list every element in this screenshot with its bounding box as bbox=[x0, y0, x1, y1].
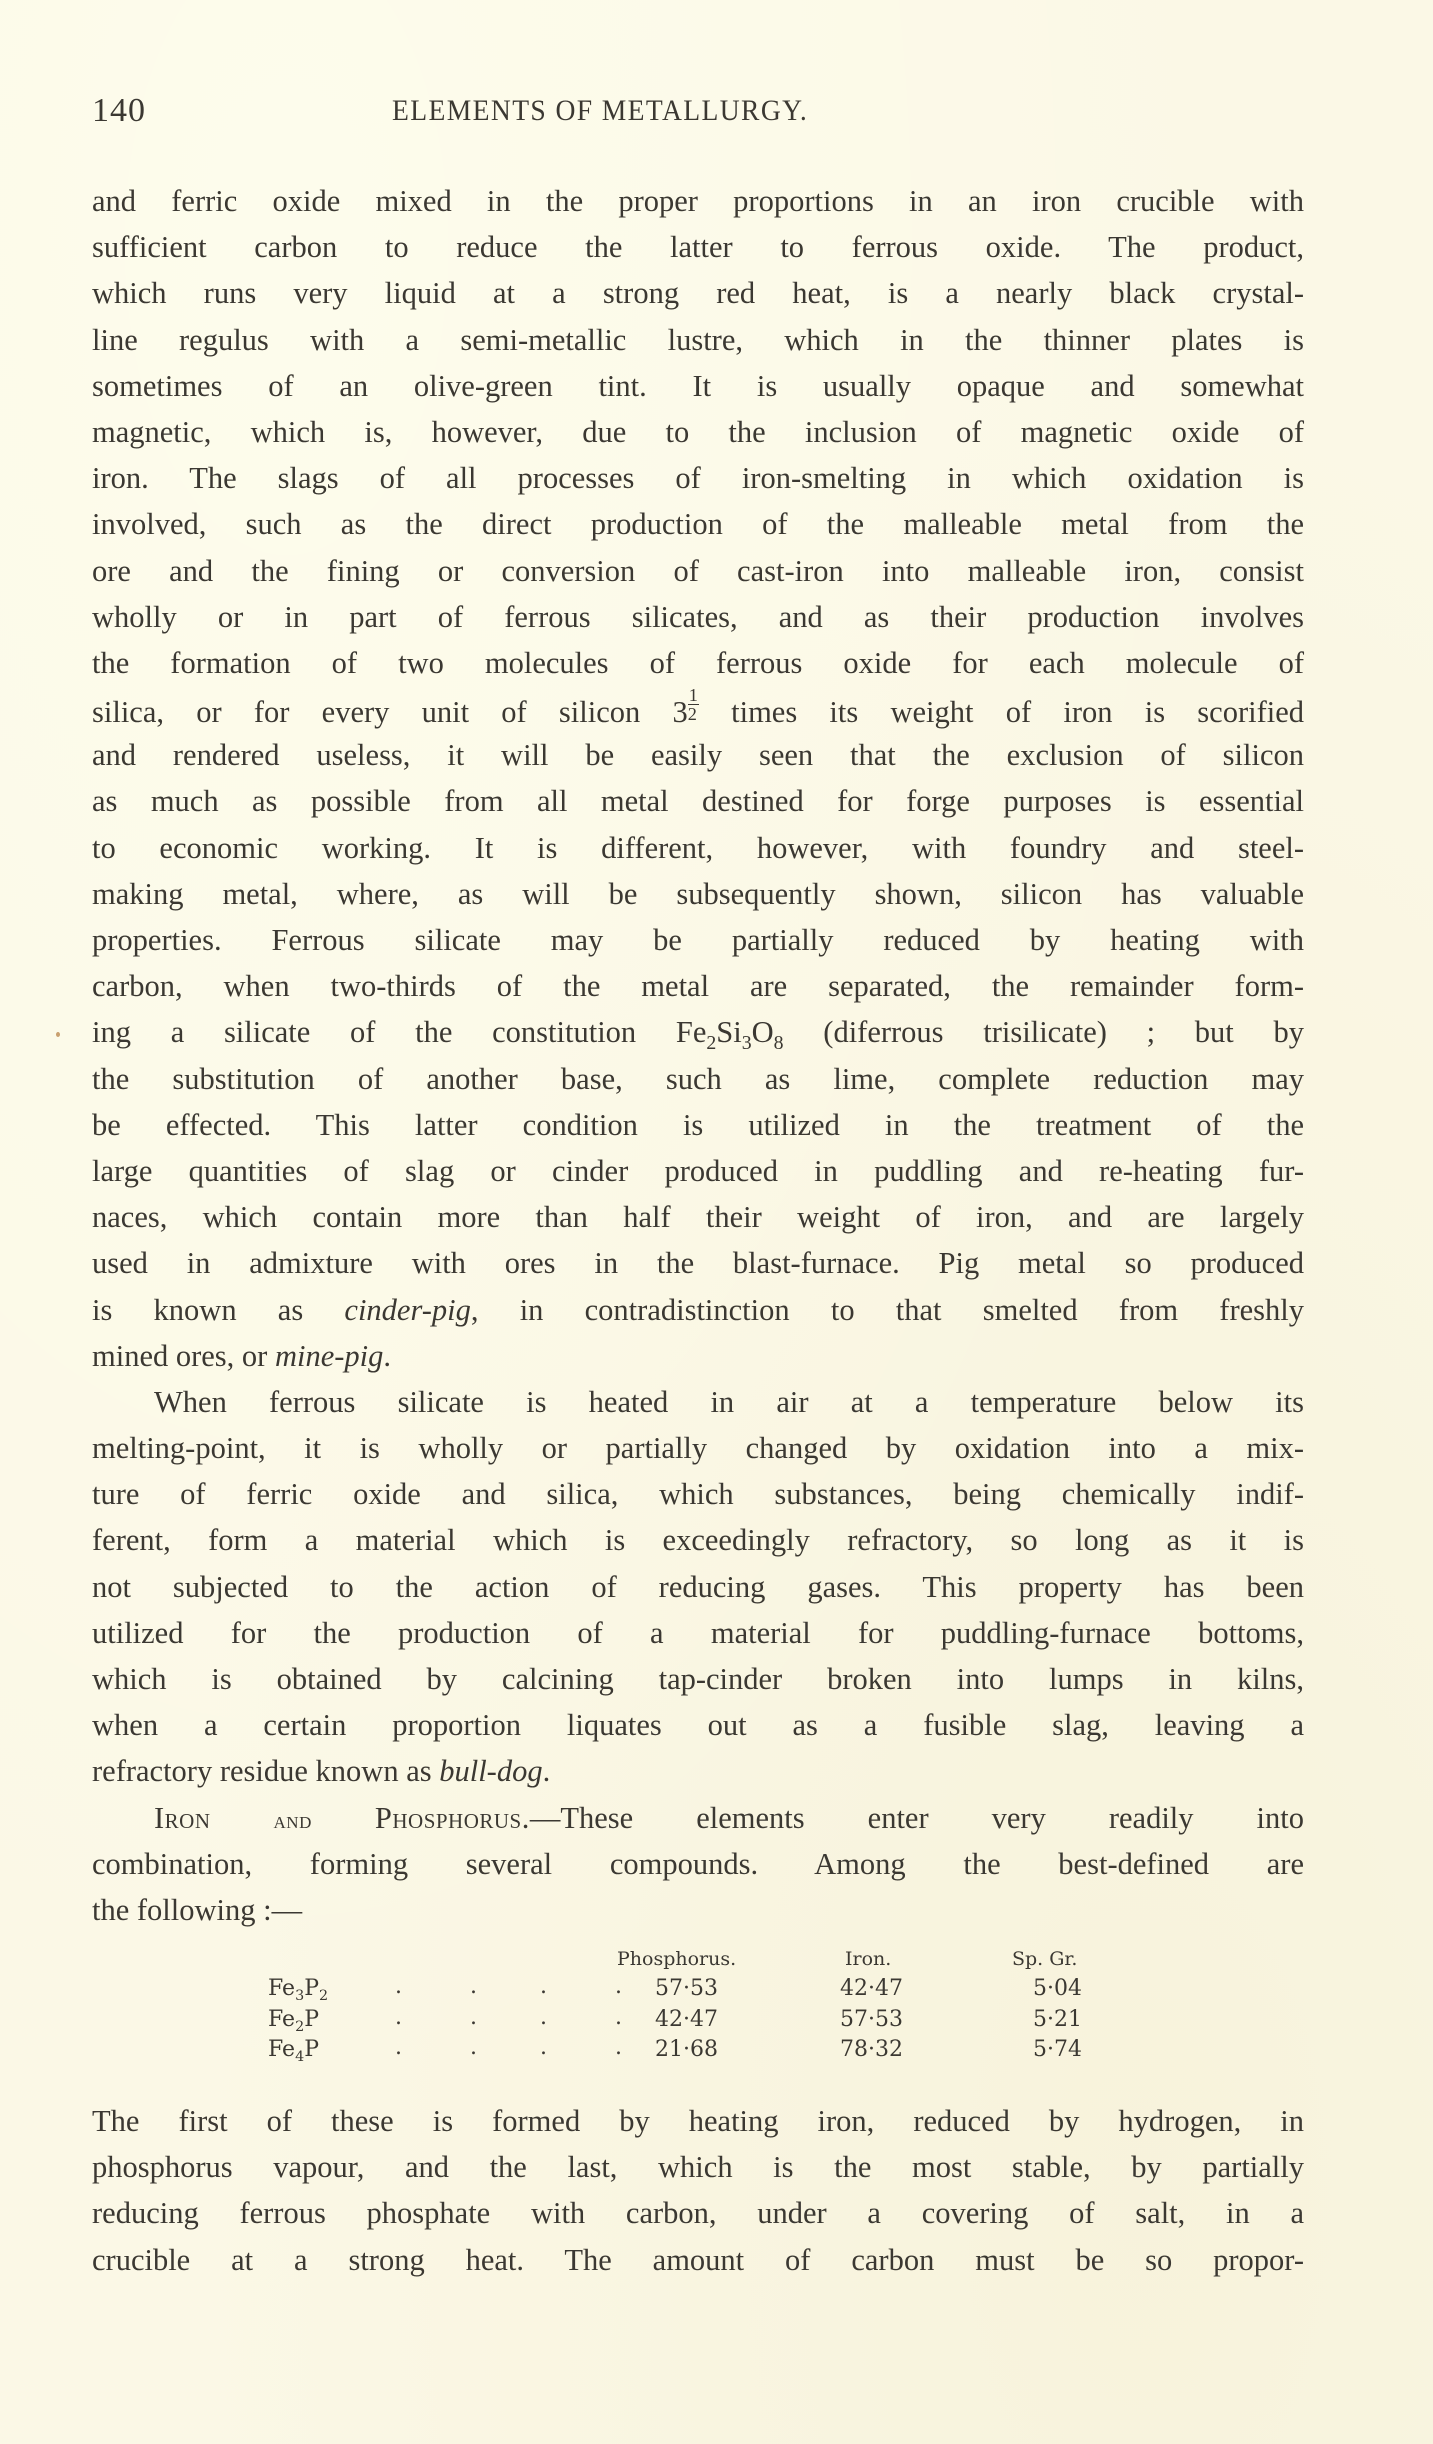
leader-dot: . bbox=[470, 2005, 477, 2030]
text-line: sometimes of an olive-green tint. It is usually opaque and somewhat bbox=[92, 368, 1304, 403]
text-line: naces, which contain more than half their weight of iron, and are largely bbox=[92, 1200, 1304, 1235]
column-header-sp-gr: Sp. Gr. bbox=[1012, 1948, 1078, 1970]
subscript: 4 bbox=[295, 2049, 305, 2065]
subscript: 3 bbox=[295, 1988, 305, 2004]
text-segment: is known as bbox=[92, 1292, 345, 1327]
text-line: combination, forming several compounds. Among the best-defined are bbox=[92, 1846, 1304, 1881]
text-line: ferent, form a material which is exceedingly refractory, so long as it is bbox=[92, 1523, 1304, 1558]
leader-dot: . bbox=[395, 2005, 402, 2030]
text-line: when a certain proportion liquates out as a fusible slag, leaving a bbox=[92, 1708, 1304, 1743]
text-line-formula bbox=[92, 1009, 1304, 1055]
formula-fe3p2 bbox=[268, 1976, 329, 2004]
leader-dot: . bbox=[395, 1974, 402, 1999]
text-line: to economic working. It is different, however, with foundry and steel- bbox=[92, 830, 1304, 865]
text-line: utilized for the production of a material for puddling-furnace bottoms, bbox=[92, 1615, 1304, 1650]
leader-dot: . bbox=[615, 2035, 622, 2060]
text-line: large quantities of slag or cinder produced in puddling and re-heating fur- bbox=[92, 1153, 1304, 1188]
text-line: not subjected to the action of reducing gases. This property has been bbox=[92, 1569, 1304, 1604]
subscript: 2 bbox=[295, 2019, 305, 2035]
text-line: wholly or in part of ferrous silicates, and as their production involves bbox=[92, 599, 1304, 634]
section-heading-phosphorus: Phosphorus. bbox=[374, 1800, 530, 1835]
paragraph-ferrous-silicate bbox=[92, 178, 1304, 1933]
text-line: ture of ferric oxide and silica, which substances, being chemically indif- bbox=[92, 1477, 1304, 1512]
subscript: 3 bbox=[741, 1032, 752, 1055]
term-mine-pig: mine-pig bbox=[274, 1338, 384, 1373]
text-line: making metal, where, as will be subsequently shown, silicon has valuable bbox=[92, 876, 1304, 911]
term-bull-dog: bull-dog bbox=[439, 1754, 543, 1789]
text-line: iron. The slags of all processes of iron-smelting in which oxidation is bbox=[92, 461, 1304, 496]
text-line: magnetic, which is, however, due to the inclusion of magnetic oxide of bbox=[92, 414, 1304, 449]
text-line: crucible at a strong heat. The amount of carbon must be so propor- bbox=[92, 2242, 1304, 2277]
text-line-mine-pig bbox=[92, 1333, 1304, 1379]
text-segment: . bbox=[542, 1754, 551, 1789]
subscript: 2 bbox=[319, 1988, 329, 2004]
section-heading-and: and bbox=[273, 1806, 312, 1834]
text-line-cinder-pig bbox=[92, 1287, 1304, 1333]
text-line: reducing ferrous phosphate with carbon, under a covering of salt, in a bbox=[92, 2196, 1304, 2231]
formula-fe2p bbox=[268, 2007, 320, 2035]
section-heading-line bbox=[92, 1795, 1304, 1841]
text-segment: (diferrous trisilicate) ; but by bbox=[783, 1015, 1305, 1050]
text-line-fraction bbox=[92, 686, 1304, 732]
fraction-one-half bbox=[688, 686, 699, 724]
text-line: carbon, when two-thirds of the metal are separated, the remainder form- bbox=[92, 969, 1304, 1004]
cell-sp-gr: 5·21 bbox=[1033, 2007, 1082, 2032]
subscript: 8 bbox=[773, 1032, 784, 1055]
subscript: 2 bbox=[706, 1032, 717, 1055]
text-segment: —These elements enter very readily into bbox=[529, 1800, 1305, 1835]
term-cinder-pig: cinder-pig bbox=[344, 1292, 471, 1327]
table-row bbox=[262, 2007, 1122, 2038]
text-line: the substitution of another base, such as lime, complete reduction may bbox=[92, 1061, 1304, 1096]
leader-dot: . bbox=[470, 2035, 477, 2060]
text-segment: Fe bbox=[268, 2007, 296, 2032]
text-line: which is obtained by calcining tap-cinder broken into lumps in kilns, bbox=[92, 1662, 1304, 1696]
margin-speck bbox=[56, 1032, 60, 1037]
text-segment: P bbox=[304, 2007, 320, 2032]
cell-iron: 57·53 bbox=[840, 2007, 903, 2032]
iron-phosphide-table bbox=[262, 1948, 1122, 2078]
text-line: the following :— bbox=[92, 1892, 303, 1927]
section-heading-iron: Iron bbox=[154, 1800, 211, 1835]
text-line: which runs very liquid at a strong red heat, is a nearly black crystal- bbox=[92, 276, 1304, 311]
text-line: be effected. This latter condition is utilized in the treatment of the bbox=[92, 1107, 1304, 1142]
leader-dot: . bbox=[395, 2035, 402, 2060]
text-line: line regulus with a semi-metallic lustre, which in the thinner plates is bbox=[92, 322, 1304, 357]
running-title: ELEMENTS OF METALLURGY. bbox=[392, 94, 809, 127]
leader-dot: . bbox=[470, 1974, 477, 1999]
text-segment: refractory residue known as bbox=[92, 1754, 440, 1789]
table-row bbox=[262, 2037, 1122, 2068]
text-segment: ing a silicate of the constitution Fe bbox=[92, 1015, 707, 1050]
cell-sp-gr: 5·74 bbox=[1033, 2037, 1082, 2062]
cell-phosphorus: 42·47 bbox=[655, 2007, 718, 2032]
text-line: melting-point, it is wholly or partially changed by oxidation into a mix- bbox=[92, 1431, 1304, 1466]
text-segment: silica, or for every unit of silicon 3 bbox=[92, 695, 688, 730]
leader-dot: . bbox=[615, 1974, 622, 1999]
text-segment: P bbox=[304, 1976, 320, 2001]
fraction-numerator: 1 bbox=[688, 685, 698, 706]
running-head bbox=[92, 92, 1302, 142]
table-row bbox=[262, 1976, 1122, 2007]
text-segment: P bbox=[304, 2037, 320, 2062]
cell-phosphorus: 57·53 bbox=[655, 1976, 718, 2001]
text-line: involved, such as the direct production of the malleable metal from the bbox=[92, 507, 1304, 542]
column-header-iron: Iron. bbox=[845, 1948, 892, 1970]
leader-dot: . bbox=[540, 2005, 547, 2030]
leader-dot: . bbox=[540, 1974, 547, 1999]
text-line-bull-dog bbox=[92, 1748, 1304, 1794]
column-header-phosphorus: Phosphorus. bbox=[617, 1948, 737, 1970]
text-line: and ferric oxide mixed in the proper proportions in an iron crucible with bbox=[92, 184, 1304, 218]
text-segment: , in contradistinction to that smelted from freshly bbox=[470, 1292, 1304, 1327]
leader-dot: . bbox=[540, 2035, 547, 2060]
page-number: 140 bbox=[92, 92, 146, 129]
text-line: When ferrous silicate is heated in air at a temperature below its bbox=[154, 1384, 1304, 1419]
text-segment: Fe bbox=[268, 2037, 296, 2062]
text-line: phosphorus vapour, and the last, which is the most stable, by partially bbox=[92, 2150, 1304, 2185]
paragraph-phosphide-formation bbox=[92, 2098, 1304, 2283]
text-segment: Si bbox=[716, 1015, 742, 1050]
text-line: The first of these is formed by heating iron, reduced by hydrogen, in bbox=[92, 2104, 1304, 2138]
text-line: sufficient carbon to reduce the latter to ferrous oxide. The product, bbox=[92, 230, 1304, 265]
text-line: and rendered useless, it will be easily seen that the exclusion of silicon bbox=[92, 738, 1304, 773]
text-line: properties. Ferrous silicate may be partially reduced by heating with bbox=[92, 923, 1304, 957]
text-segment: Fe bbox=[268, 1976, 296, 2001]
text-line: ore and the fining or conversion of cast-iron into malleable iron, consist bbox=[92, 553, 1304, 588]
cell-sp-gr: 5·04 bbox=[1033, 1976, 1082, 2001]
text-segment: times its weight of iron is scorified bbox=[698, 695, 1304, 730]
cell-iron: 42·47 bbox=[840, 1976, 903, 2001]
text-line: used in admixture with ores in the blast-furnace. Pig metal so produced bbox=[92, 1246, 1304, 1281]
formula-fe4p bbox=[268, 2037, 320, 2065]
fraction-denominator: 2 bbox=[687, 704, 697, 725]
text-line: as much as possible from all metal destined for forge purposes is essential bbox=[92, 784, 1304, 819]
text-line: the formation of two molecules of ferrous oxide for each molecule of bbox=[92, 645, 1304, 680]
text-segment: O bbox=[751, 1015, 774, 1050]
text-segment: mined ores, or bbox=[92, 1338, 275, 1373]
text-segment: . bbox=[383, 1338, 392, 1373]
cell-phosphorus: 21·68 bbox=[655, 2037, 718, 2062]
leader-dot: . bbox=[615, 2005, 622, 2030]
cell-iron: 78·32 bbox=[840, 2037, 903, 2062]
